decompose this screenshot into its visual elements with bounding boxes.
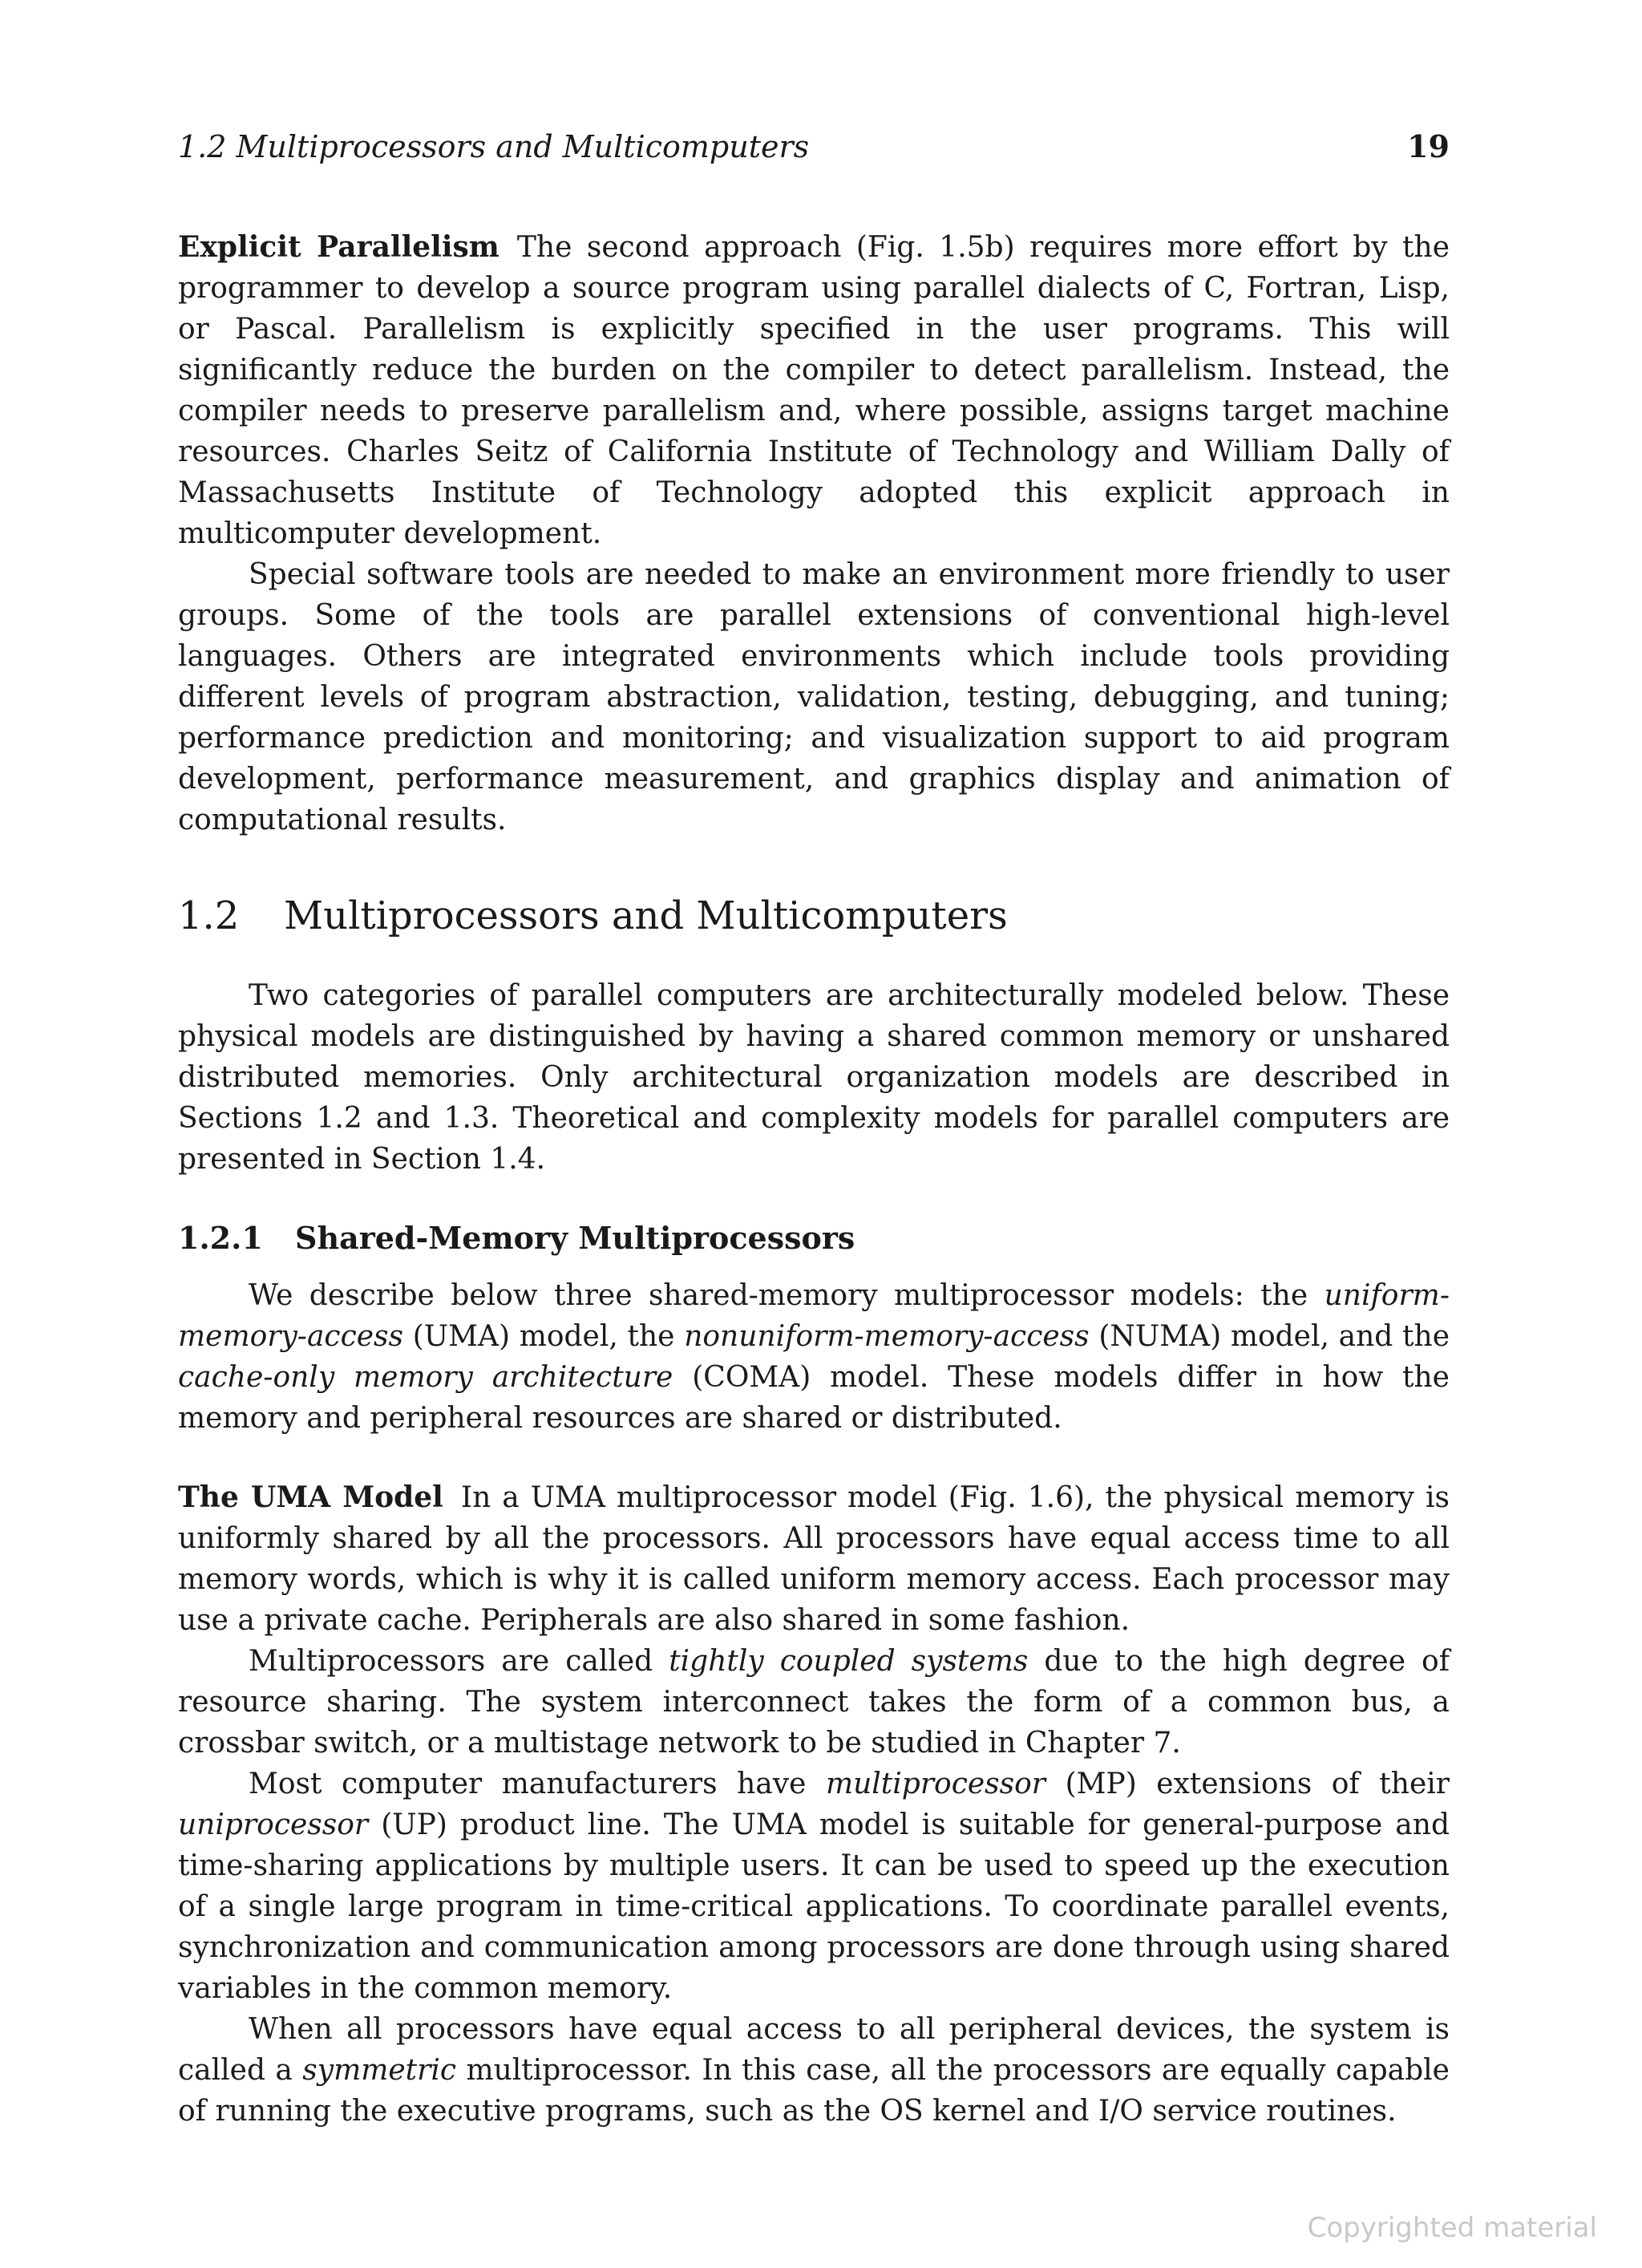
subsection-heading (178, 1220, 1450, 1256)
term-tightly-coupled: tightly coupled systems (669, 1645, 1029, 1678)
software-tools-paragraph: Special software tools are needed to make an environment more friendly to user groups. Some of the tools are parallel extensions of conventional high-level languages. Others are integrated environments which include tools providing different levels of program abstraction, validation, testing, debugging, and tuning; performance prediction and monitoring; and visualization support to aid program development, performance measurement, and graphics display and animation of computational results. (178, 558, 1450, 836)
term-uma: uniform-memory-access (178, 1279, 1450, 1353)
section-heading (178, 893, 1450, 938)
explicit-parallelism-heading: Explicit Parallelism (178, 230, 499, 264)
uma-model-paragraph: The UMA Model In a UMA multiprocessor model (Fig. 1.6), the physical memory is uniformly shared by all the processors. All processors have equal access time to all memory words, which is why it is called uniform memory access. Each processor may use a private cache. Peripherals are also shared in some fashion. (178, 1480, 1450, 1637)
running-head-title: 1.2 Multiprocessors and Multicomputers (178, 129, 810, 164)
section-intro-paragraph: Two categories of parallel computers are architecturally modeled below. These physical models are distinguished by having a shared common memory or unshared distributed memories. Only architectural organization models are described in Sections 1.2 and 1.3. Theoretical and complexity models for parallel computers are presented in Section 1.4. (178, 979, 1450, 1176)
term-numa: nonuniform-memory-access (684, 1320, 1090, 1353)
section-title: Multiprocessors and Multicomputers (284, 893, 1008, 938)
running-head (178, 128, 1450, 164)
explicit-parallelism-text: The second approach (Fig. 1.5b) requires more effort by the programmer to develop a source program using parallel dialects of C, Fortran, Lisp, or Pascal. Parallelism is explicitly specified in the user programs. This will significantly reduce the burden on the compiler to detect parallelism. Instead, the compiler needs to preserve parallelism and, where possible, assigns target machine resources. Charles Seitz of California Institute of Technology and William Dally of Massachusetts Institute of Technology adopted this explicit approach in multicomputer development. (178, 231, 1450, 550)
subsection-title: Shared-Memory Multiprocessors (295, 1220, 855, 1256)
term-uniprocessor: uniprocessor (178, 1808, 369, 1841)
book-page (178, 128, 1450, 2132)
term-multiprocessor: multiprocessor (825, 1768, 1045, 1800)
section-number: 1.2 (178, 893, 240, 938)
copyright-watermark: Copyrighted material (1307, 2212, 1597, 2244)
models-paragraph: We describe below three shared-memory multiprocessor models: the uniform-memory-access (UMA) model, the nonuniform-memory-access (NUMA) model, and the cache-only memory architecture (COMA) model. These models differ in how the memory and peripheral resources are shared or distributed. (178, 1279, 1450, 1435)
term-coma: cache-only memory architecture (178, 1361, 673, 1394)
explicit-parallelism-paragraph (178, 227, 1450, 554)
tightly-coupled-paragraph: Multiprocessors are called tightly coupled systems due to the high degree of resource sharing. The system interconnect takes the form of a common bus, a crossbar switch, or a multistage network to be studied in Chapter 7. (178, 1645, 1450, 1760)
mp-extensions-paragraph: Most computer manufacturers have multiprocessor (MP) extensions of their uniprocessor (UP) product line. The UMA model is suitable for general-purpose and time-sharing applications by multiple users. It can be used to speed up the execution of a single large program in time-critical applications. To coordinate parallel events, synchronization and communication among processors are done through using shared variables in the common memory. (178, 1768, 1450, 2005)
symmetric-paragraph: When all processors have equal access to all peripheral devices, the system is called a symmetric multiprocessor. In this case, all the processors are equally capable of running the executive programs, such as the OS kernel and I/O service routines. (178, 2013, 1450, 2128)
subsection-number: 1.2.1 (178, 1220, 263, 1256)
uma-model-heading: The UMA Model (178, 1480, 443, 1514)
page-number: 19 (1407, 128, 1450, 164)
term-symmetric: symmetric (302, 2054, 457, 2087)
